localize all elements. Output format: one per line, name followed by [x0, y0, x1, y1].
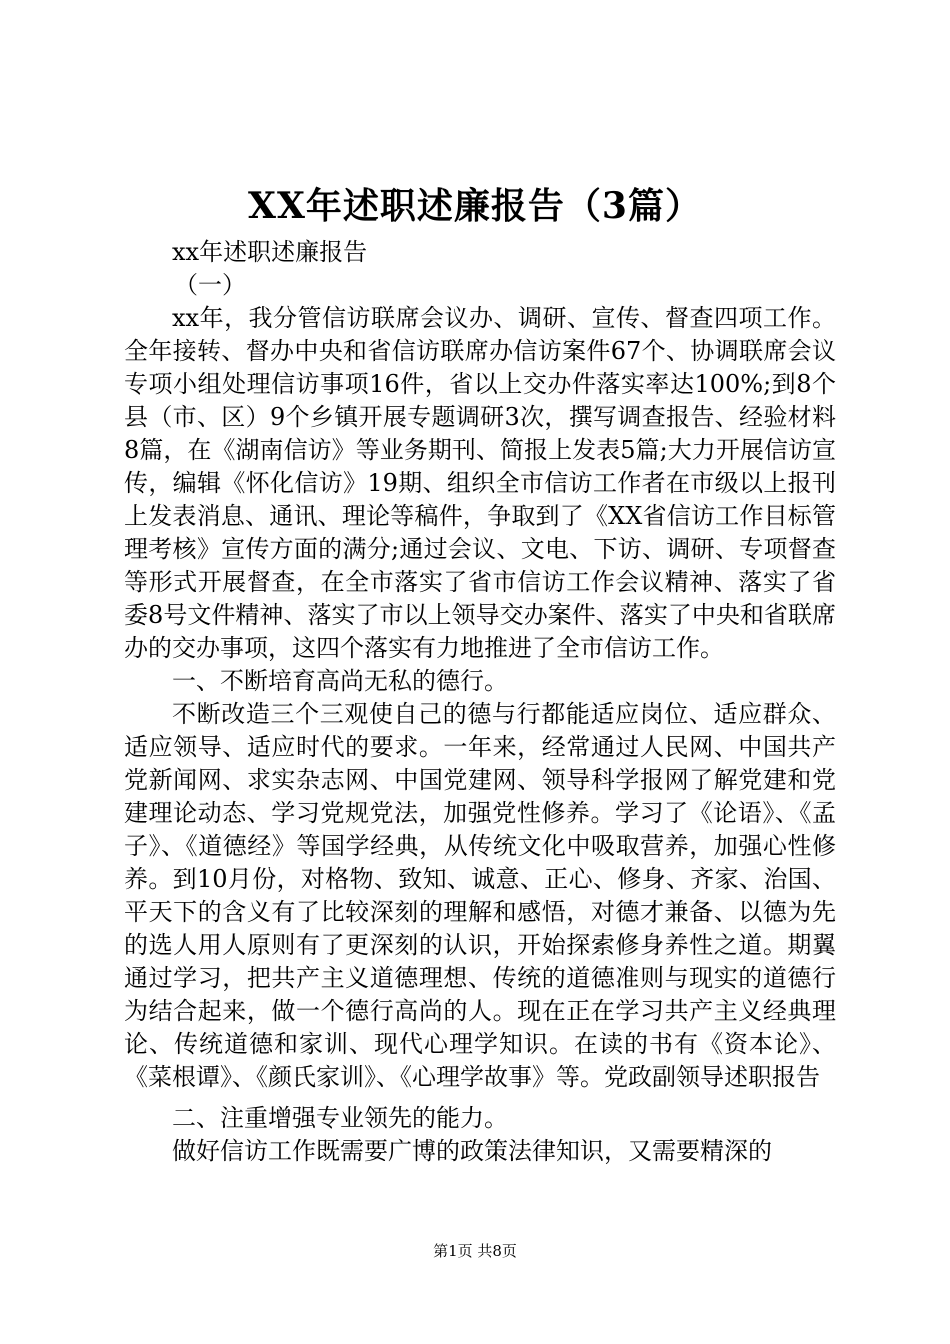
- paragraph-summary: xx年，我分管信访联席会议办、调研、宣传、督查四项工作。全年接转、督办中央和省信访联席办信访案件67个、协调联席会议专项小组处理信访事项16件，省以上交办件落实率达100%;到8个县（市、区）9个乡镇开展专题调研3次，撰写调查报告、经验材料8篇，在《湖南信访》等业务期刊、简报上发表5篇;大力开展信访宣传，编辑《怀化信访》19期、组织全市信访工作者在市级以上报刊上发表消息、通讯、理论等稿件，争取到了《XX省信访工作目标管理考核》宣传方面的满分;通过会议、文电、下访、调研、专项督查等形式开展督查，在全市落实了省市信访工作会议精神、落实了省委8号文件精神、落实了市以上领导交办案件、落实了中央和省联席办的交办事项，这四个落实有力地推进了全市信访工作。: [124, 304, 836, 662]
- section-number: （一）: [174, 271, 246, 299]
- heading-virtue: 一、不断培育高尚无私的德行。: [172, 667, 508, 695]
- paragraph-ability: 做好信访工作既需要广博的政策法律知识，又需要精深的: [172, 1137, 772, 1165]
- subtitle: xx年述职述廉报告: [172, 238, 368, 266]
- document-title: XX年述职述廉报告（3篇）: [248, 185, 702, 227]
- document-body: [124, 236, 836, 1168]
- heading-ability: 二、注重增强专业领先的能力。: [172, 1104, 508, 1132]
- page-footer: 第1页 共8页: [433, 1242, 517, 1260]
- paragraph-virtue: 不断改造三个三观使自己的德与行都能适应岗位、适应群众、适应领导、适应时代的要求。一年来，经常通过人民网、中国共产党新闻网、求实杂志网、中国党建网、领导科学报网了解党建和党建理论动态、学习党规党法，加强党性修养。学习了《论语》、《孟子》、《道德经》等国学经典，从传统文化中吸取营养，加强心性修养。到10月份，对格物、致知、诚意、正心、修身、齐家、治国、平天下的含义有了比较深刻的理解和感悟，对德才兼备、以德为先的选人用人原则有了更深刻的认识，开始探索修身养性之道。期翼通过学习，把共产主义道德理想、传统的道德准则与现实的道德行为结合起来，做一个德行高尚的人。现在正在学习共产主义经典理论、传统道德和家训、现代心理学知识。在读的书有《资本论》、《菜根谭》、《颜氏家训》、《心理学故事》等。党政副领导述职报告: [124, 700, 836, 1091]
